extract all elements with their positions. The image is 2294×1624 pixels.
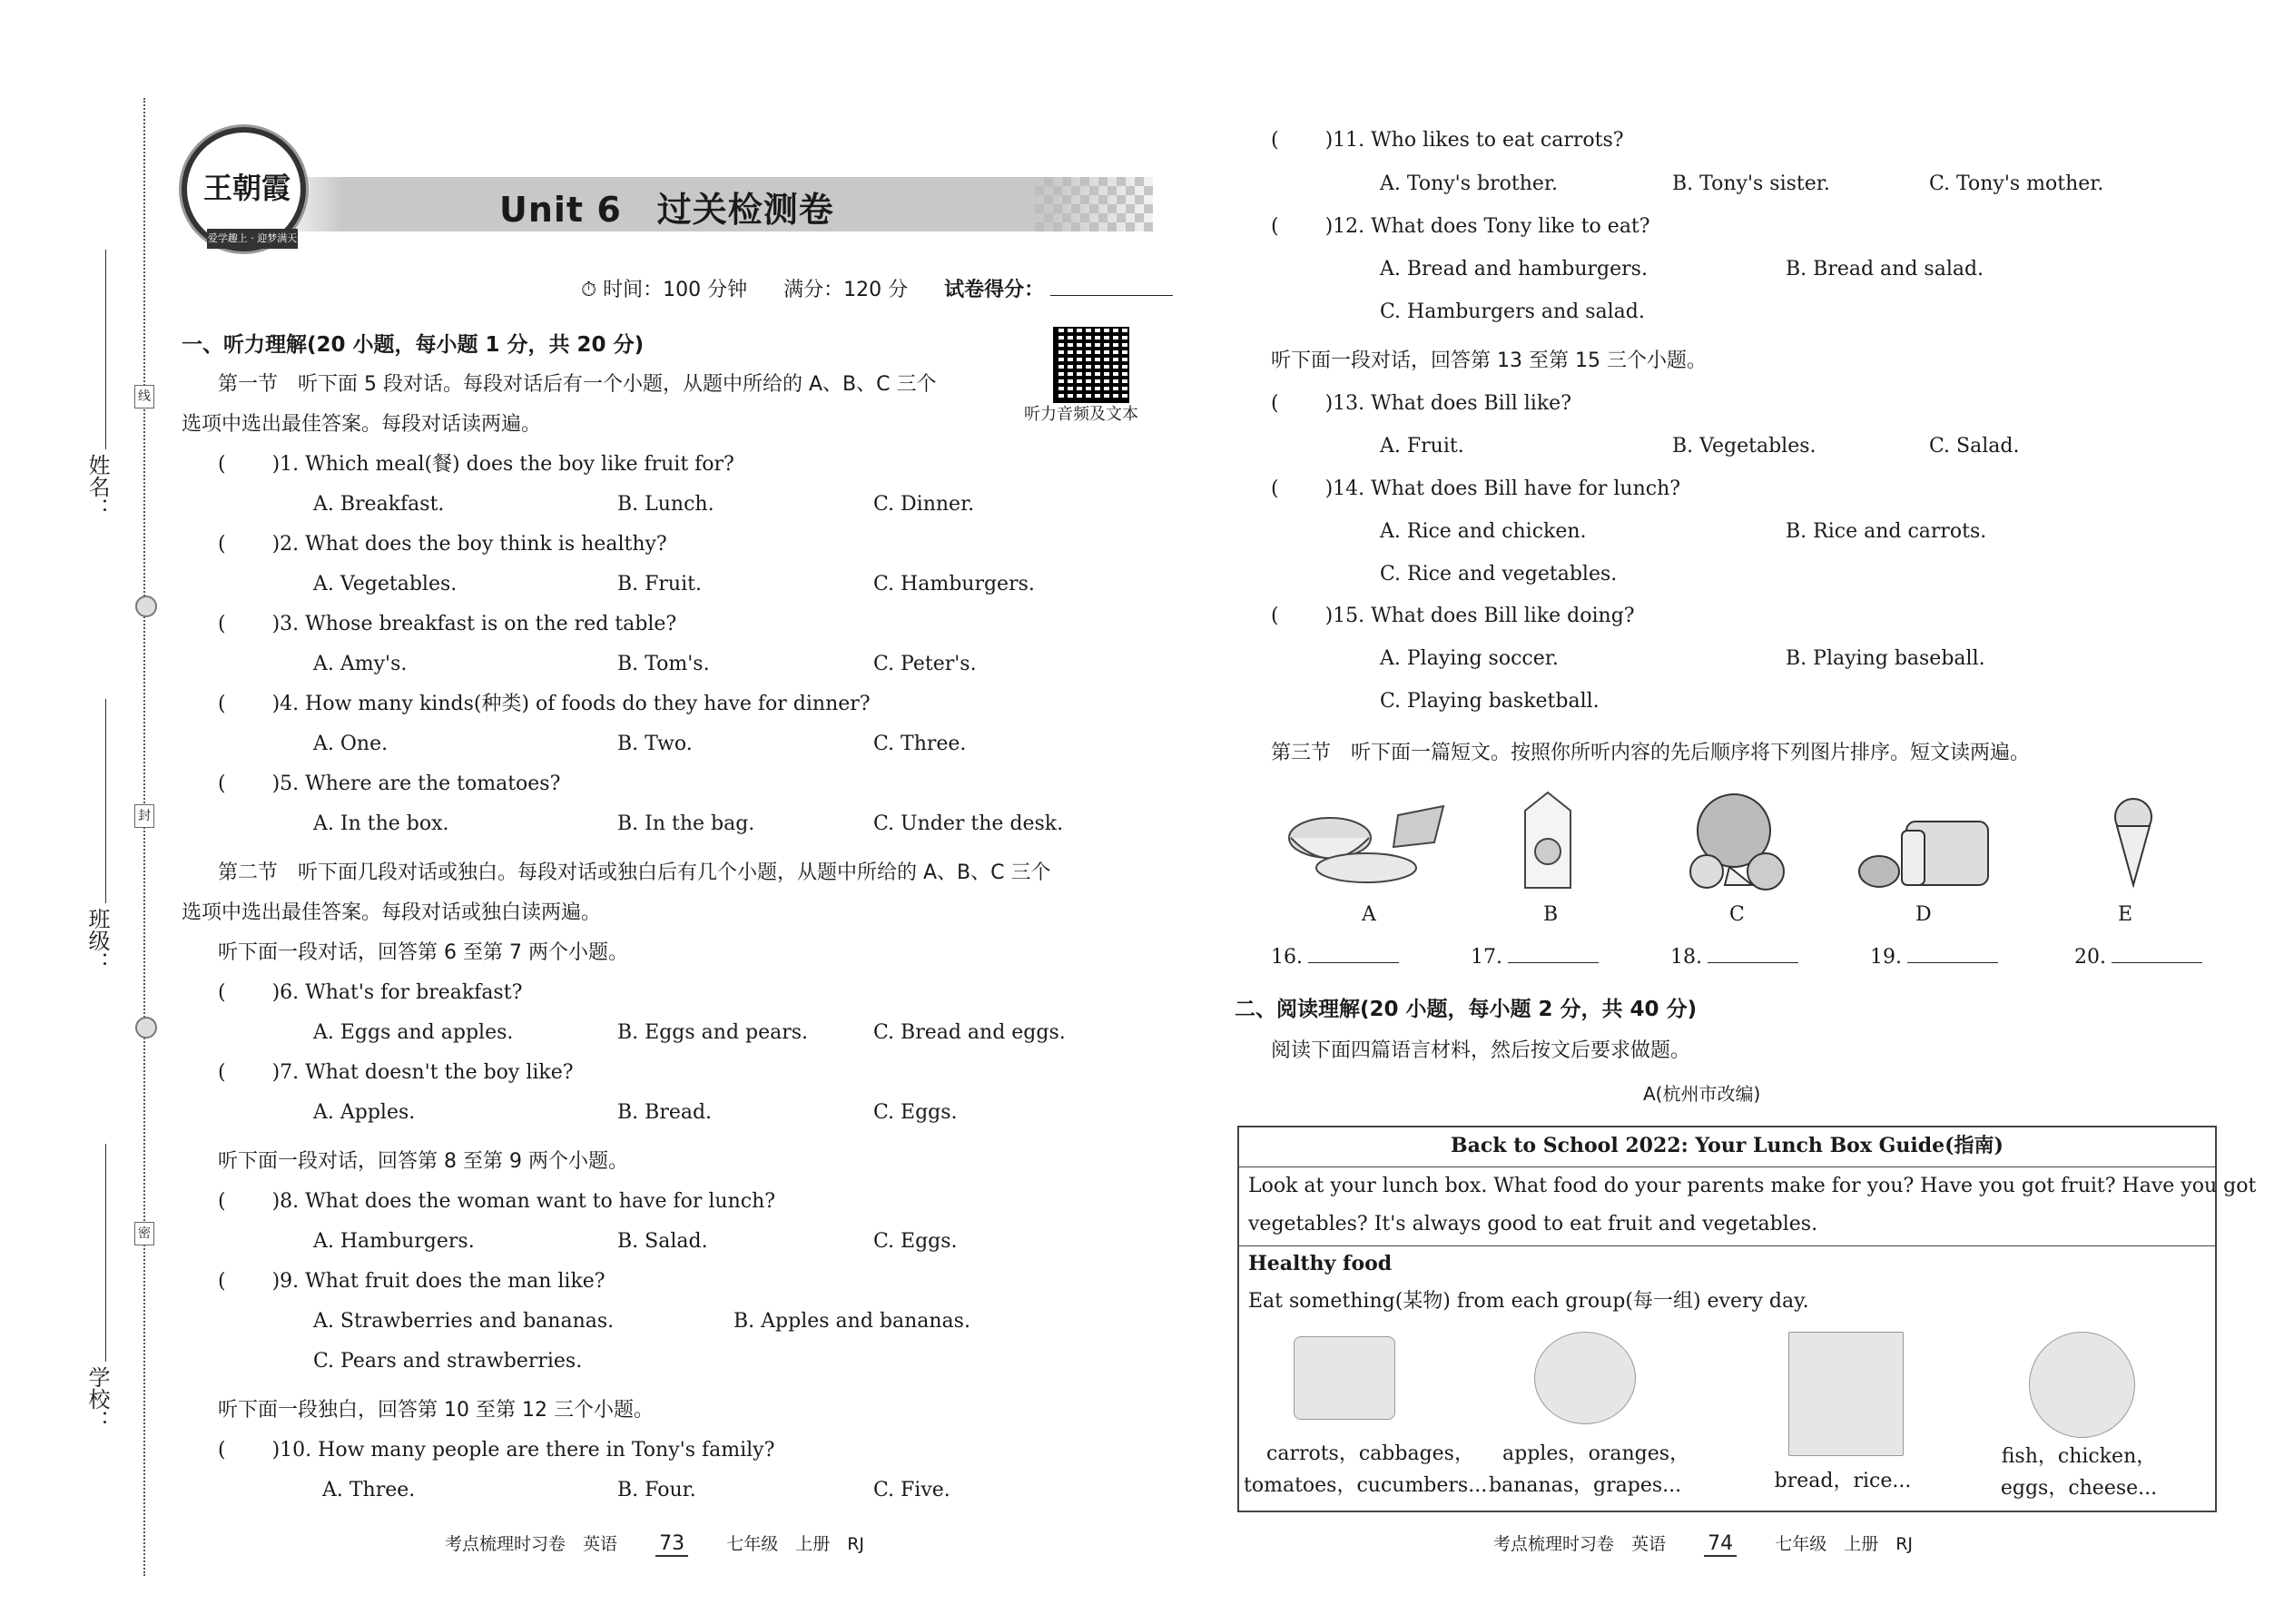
blank-17-number: 17.: [1471, 946, 1502, 969]
option-2a: A. Vegetables.: [313, 573, 458, 595]
option-10a: A. Three.: [322, 1479, 416, 1501]
name-label: 姓名：: [84, 454, 110, 519]
part1-instruction-2: 选项中选出最佳答案。每段对话读两遍。: [182, 413, 542, 436]
class-label: 班级：: [84, 908, 110, 973]
intro-8-9: 听下面一段对话，回答第 8 至第 9 两个小题。: [218, 1150, 628, 1173]
question-1: ( )1. Which meal(餐) does the boy like fruit for?: [218, 453, 734, 476]
blank-19[interactable]: [1907, 962, 1998, 963]
question-15: ( )15. What does Bill like doing?: [1271, 605, 1635, 627]
question-5: ( )5. Where are the tomatoes?: [218, 773, 561, 795]
picture-label-c: C: [1729, 903, 1745, 926]
option-6c: C. Bread and eggs.: [873, 1021, 1066, 1044]
intro-13-15: 听下面一段对话，回答第 13 至第 15 三个小题。: [1271, 349, 1707, 372]
score-field[interactable]: [1050, 295, 1173, 296]
option-4b: B. Two.: [617, 733, 693, 755]
option-3c: C. Peter's.: [873, 653, 977, 675]
binding-knot: [135, 595, 157, 617]
picture-label-a: A: [1362, 903, 1376, 926]
option-4a: A. One.: [313, 733, 389, 755]
question-6: ( )6. What's for breakfast?: [218, 981, 523, 1004]
blank-18[interactable]: [1708, 962, 1798, 963]
binding-mark-seal: 封: [134, 804, 154, 828]
option-13a: A. Fruit.: [1380, 435, 1464, 458]
logo-ribbon: 爱学趣上 · 迎梦满天: [207, 229, 298, 249]
option-1b: B. Lunch.: [617, 493, 714, 516]
picture-e-icecream: [2106, 790, 2161, 890]
lunch-box-guide-table: [1237, 1126, 2257, 1512]
guide-healthy-food-heading: Healthy food: [1248, 1252, 1393, 1275]
page-title: Unit 6 过关检测卷: [499, 190, 834, 230]
option-10c: C. Five.: [873, 1479, 950, 1501]
question-10: ( )10. How many people are there in Tony's family?: [218, 1439, 775, 1462]
food-vegetables-image: [1294, 1336, 1395, 1420]
intro-10-12: 听下面一段独白，回答第 10 至第 12 三个小题。: [218, 1399, 654, 1422]
question-9: ( )9. What fruit does the man like?: [218, 1270, 605, 1293]
food-protein-image: [2029, 1332, 2135, 1438]
option-14a: A. Rice and chicken.: [1380, 520, 1587, 543]
guide-paragraph-2: vegetables? It's always good to eat fruit and vegetables.: [1248, 1213, 1818, 1235]
blank-16[interactable]: [1308, 962, 1399, 963]
option-10b: B. Four.: [617, 1479, 696, 1501]
question-4: ( )4. How many kinds(种类) of foods do they have for dinner?: [218, 693, 871, 715]
option-3a: A. Amy's.: [313, 653, 408, 675]
option-13c: C. Salad.: [1929, 435, 2020, 458]
name-field[interactable]: [105, 250, 106, 449]
question-2: ( )2. What does the boy think is healthy?: [218, 533, 667, 556]
part2-instruction-1: 第二节 听下面几段对话或独白。每段对话或独白后有几个小题，从题中所给的 A、B、C 三个: [218, 861, 1051, 884]
option-6a: A. Eggs and apples.: [313, 1021, 514, 1044]
qr-caption: 听力音频及文本: [1024, 405, 1138, 424]
banner-pattern: [1035, 177, 1153, 231]
blank-20-number: 20.: [2074, 946, 2106, 969]
option-9a: A. Strawberries and bananas.: [313, 1310, 615, 1333]
food-group-4-line1: fish，chicken，: [2001, 1445, 2157, 1468]
picture-b-milk: [1516, 788, 1580, 892]
question-8: ( )8. What does the woman want to have for lunch?: [218, 1190, 776, 1213]
food-group-2-line2: bananas，grapes...: [1489, 1474, 1682, 1497]
option-8b: B. Salad.: [617, 1230, 708, 1253]
question-14: ( )14. What does Bill have for lunch?: [1271, 477, 1681, 500]
blank-20[interactable]: [2112, 962, 2202, 963]
option-15c: C. Playing basketball.: [1380, 690, 1600, 713]
option-5a: A. In the box.: [313, 812, 449, 835]
binding-mark-line: 线: [134, 385, 154, 408]
intro-6-7: 听下面一段对话，回答第 6 至第 7 两个小题。: [218, 941, 628, 964]
option-5b: B. In the bag.: [617, 812, 755, 835]
option-8a: A. Hamburgers.: [313, 1230, 475, 1253]
class-field[interactable]: [105, 699, 106, 903]
picture-a-meal: [1280, 788, 1452, 888]
question-3: ( )3. Whose breakfast is on the red table?: [218, 613, 677, 635]
picture-label-b: B: [1543, 903, 1559, 926]
full-score-info: 满分：120 分: [783, 279, 909, 301]
question-13: ( )13. What does Bill like?: [1271, 392, 1571, 415]
page-number-left: 73: [655, 1532, 688, 1557]
qr-code-icon[interactable]: [1053, 327, 1129, 403]
option-1c: C. Dinner.: [873, 493, 975, 516]
binding-knot: [135, 1017, 157, 1038]
binding-dotted-line: [143, 98, 145, 1576]
binding-mark-secret: 密: [134, 1222, 154, 1245]
option-7c: C. Eggs.: [873, 1101, 958, 1124]
picture-c-fruit: [1679, 785, 1797, 894]
brand-logo: 王朝霞: [182, 127, 306, 251]
option-4c: C. Three.: [873, 733, 967, 755]
option-1a: A. Breakfast.: [313, 493, 445, 516]
footer-right: 考点梳理时习卷 英语 74 七年级 上册 RJ: [1493, 1532, 1914, 1555]
score-label: 试卷得分：: [944, 279, 1045, 301]
page-number-right: 74: [1704, 1532, 1737, 1557]
picture-d-bread: [1852, 803, 1997, 894]
food-group-4-line2: eggs，cheese...: [2000, 1477, 2158, 1500]
question-7: ( )7. What doesn't the boy like?: [218, 1061, 574, 1084]
option-11b: B. Tony's sister.: [1672, 172, 1830, 195]
option-14b: B. Rice and carrots.: [1786, 520, 1987, 543]
option-12a: A. Bread and hamburgers.: [1380, 258, 1648, 281]
option-13b: B. Vegetables.: [1672, 435, 1816, 458]
food-group-3-line1: bread，rice...: [1774, 1470, 1912, 1492]
section2-intro: 阅读下面四篇语言材料，然后按文后要求做题。: [1271, 1039, 1691, 1062]
question-11: ( )11. Who likes to eat carrots?: [1271, 129, 1624, 152]
option-11a: A. Tony's brother.: [1380, 172, 1558, 195]
part1-instruction-1: 第一节 听下面 5 段对话。每段对话后有一个小题，从题中所给的 A、B、C 三个: [218, 373, 937, 396]
option-3b: B. Tom's.: [617, 653, 710, 675]
footer-left: 考点梳理时习卷 英语 73 七年级 上册 RJ: [445, 1532, 865, 1555]
food-bread-rice-image: [1788, 1332, 1904, 1456]
option-9b: B. Apples and bananas.: [733, 1310, 970, 1333]
picture-label-e: E: [2118, 903, 2133, 926]
option-5c: C. Under the desk.: [873, 812, 1064, 835]
option-15b: B. Playing baseball.: [1786, 647, 1985, 670]
option-2b: B. Fruit.: [617, 573, 702, 595]
option-12b: B. Bread and salad.: [1786, 258, 1984, 281]
food-group-1-line2: tomatoes，cucumbers...: [1244, 1474, 1488, 1497]
option-7b: B. Bread.: [617, 1101, 713, 1124]
food-group-1-line1: carrots，cabbages，: [1266, 1442, 1474, 1465]
time-info: ⏱ 时间：100 分钟: [581, 279, 748, 301]
section2-title: 二、阅读理解(20 小题，每小题 2 分，共 40 分): [1235, 998, 1698, 1021]
question-12: ( )12. What does Tony like to eat?: [1271, 215, 1650, 238]
school-label: 学校：: [84, 1366, 110, 1432]
guide-paragraph-3: Eat something(某物) from each group(每一组) every day.: [1248, 1290, 1809, 1313]
guide-title: Back to School 2022: Your Lunch Box Guide(指南): [1451, 1134, 2004, 1157]
option-6b: B. Eggs and pears.: [617, 1021, 809, 1044]
part3-instruction: 第三节 听下面一篇短文。按照你所听内容的先后顺序将下列图片排序。短文读两遍。: [1271, 742, 2031, 764]
option-12c: C. Hamburgers and salad.: [1380, 300, 1645, 323]
picture-label-d: D: [1915, 903, 1932, 926]
blank-19-number: 19.: [1870, 946, 1902, 969]
option-11c: C. Tony's mother.: [1929, 172, 2104, 195]
school-field[interactable]: [105, 1144, 106, 1362]
food-fruit-image: [1534, 1332, 1636, 1424]
guide-paragraph-1: Look at your lunch box. What food do your parents make for you? Have you got fruit? Have you got: [1248, 1175, 2257, 1197]
passage-a-label: A(杭州市改编): [1643, 1083, 1761, 1105]
food-group-2-line1: apples，oranges，: [1502, 1442, 1690, 1465]
part2-instruction-2: 选项中选出最佳答案。每段对话或独白读两遍。: [182, 901, 602, 924]
option-7a: A. Apples.: [313, 1101, 416, 1124]
option-15a: A. Playing soccer.: [1380, 647, 1559, 670]
option-14c: C. Rice and vegetables.: [1380, 563, 1618, 586]
section1-title: 一、听力理解(20 小题，每小题 1 分，共 20 分): [182, 333, 645, 357]
blank-16-number: 16.: [1271, 946, 1303, 969]
option-8c: C. Eggs.: [873, 1230, 958, 1253]
option-2c: C. Hamburgers.: [873, 573, 1035, 595]
option-9c: C. Pears and strawberries.: [313, 1350, 583, 1373]
blank-17[interactable]: [1508, 962, 1599, 963]
blank-18-number: 18.: [1670, 946, 1702, 969]
